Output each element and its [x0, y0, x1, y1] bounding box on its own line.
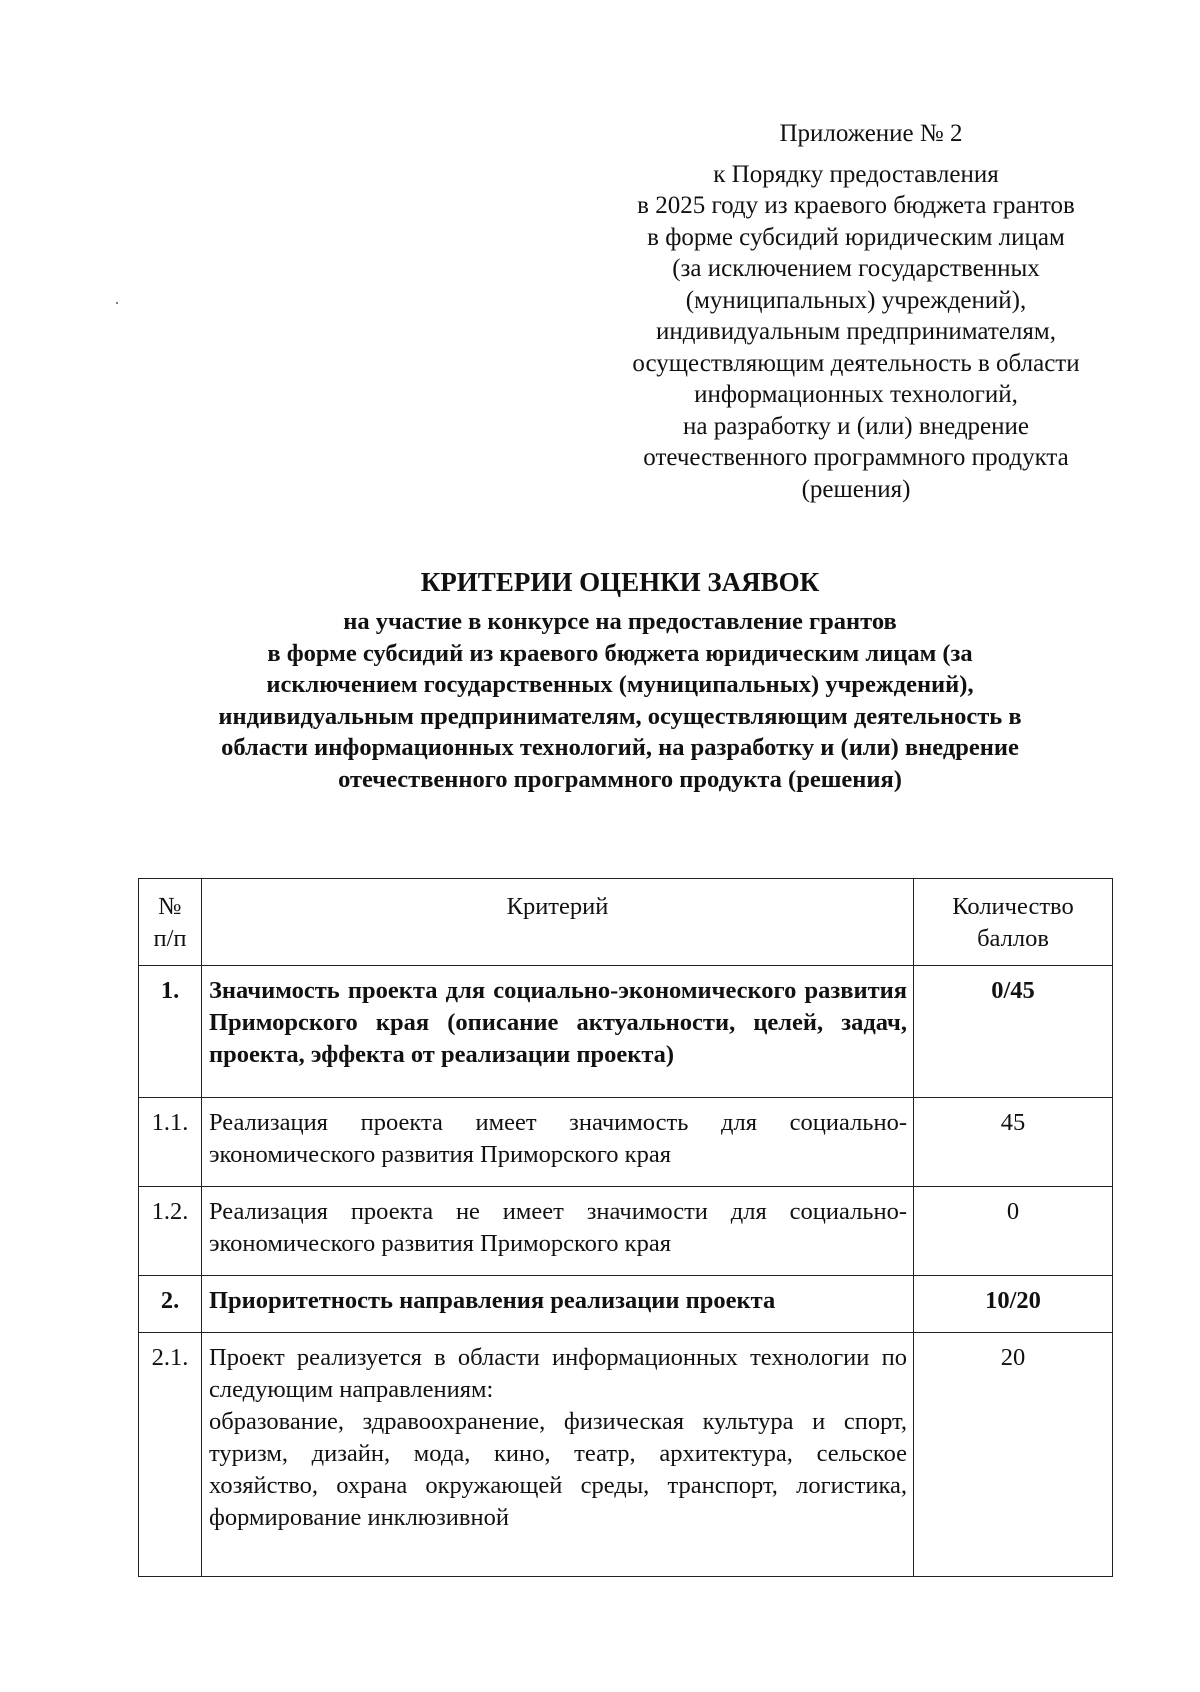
row-score: 20 [914, 1333, 1113, 1577]
row-criterion: Значимость проекта для социально-экономического развития Приморского края (описание актуальности, целей, задач, проекта, эффекта от реализации проекта) [202, 966, 914, 1098]
criterion-paragraph: Проект реализуется в области информационных технологии по следующим направлениям: [209, 1344, 907, 1403]
row-criterion: Реализация проекта не имеет значимости для социально-экономического развития Приморского края [202, 1187, 914, 1276]
header-score-line: баллов [977, 925, 1049, 952]
table-row [139, 1187, 1113, 1276]
table-row [139, 1333, 1113, 1577]
appendix-line: осуществляющим деятельность в области [632, 349, 1080, 377]
appendix-block [596, 118, 1116, 505]
header-score-line: Количество [952, 893, 1074, 920]
header-num [139, 879, 202, 966]
table-row [139, 1098, 1113, 1187]
appendix-line: на разработку и (или) внедрение [682, 412, 1030, 440]
header-num-line: № [158, 893, 182, 920]
criteria-table [138, 878, 1113, 1577]
row-score: 10/20 [914, 1276, 1113, 1333]
appendix-line: (решения) [801, 475, 911, 503]
subtitle-line: исключением государственных (муниципальных) учреждений), [266, 671, 974, 698]
document-subtitle [130, 606, 1110, 795]
row-num: 1. [139, 966, 202, 1098]
header-num-line: п/п [153, 925, 187, 952]
subtitle-line: отечественного программного продукта (решения) [338, 765, 902, 793]
subtitle-line: на участие в конкурсе на предоставление грантов [343, 608, 897, 635]
header-criterion: Критерий [202, 879, 914, 966]
criterion-paragraph: образование, здравоохранение, физическая культура и спорт, туризм, дизайн, мода, кино, театр, архитектура, сельское хозяйство, охрана окружающей среды, транспорт, логистика, формирование инклюзивной [209, 1408, 907, 1531]
appendix-title: Приложение № 2 [779, 120, 963, 147]
row-score: 0 [914, 1187, 1113, 1276]
subtitle-line: области информационных технологий, на разработку и (или) внедрение [221, 734, 1019, 761]
subtitle-line: индивидуальным предпринимателям, осуществляющим деятельность в [218, 702, 1022, 730]
row-num: 2.1. [139, 1333, 202, 1577]
row-criterion: Приоритетность направления реализации проекта [202, 1276, 914, 1333]
row-score: 45 [914, 1098, 1113, 1187]
appendix-line: индивидуальным предпринимателям, [656, 318, 1056, 345]
subtitle-line: в форме субсидий из краевого бюджета юридическим лицам (за [267, 639, 973, 667]
appendix-line: в форме субсидий юридическим лицам [647, 223, 1065, 251]
row-score: 0/45 [914, 966, 1113, 1098]
appendix-line: в 2025 году из краевого бюджета грантов [637, 192, 1075, 219]
header-score [914, 879, 1113, 966]
table-row [139, 966, 1113, 1098]
appendix-line: к Порядку предоставления [713, 160, 999, 188]
row-num: 2. [139, 1276, 202, 1333]
row-criterion: Реализация проекта имеет значимость для социально-экономического развития Приморского края [202, 1098, 914, 1187]
heading-block [130, 566, 1110, 795]
document-title: КРИТЕРИИ ОЦЕНКИ ЗАЯВОК [420, 567, 820, 597]
table-header-row [139, 879, 1113, 966]
appendix-line: (за исключением государственных [672, 255, 1040, 282]
row-num: 1.2. [139, 1187, 202, 1276]
appendix-line: отечественного программного продукта [643, 444, 1069, 471]
row-num: 1.1. [139, 1098, 202, 1187]
scan-speck [116, 302, 118, 304]
appendix-line: (муниципальных) учреждений), [685, 286, 1027, 314]
appendix-line: информационных технологий, [694, 381, 1018, 408]
row-criterion [202, 1333, 914, 1577]
table-row [139, 1276, 1113, 1333]
